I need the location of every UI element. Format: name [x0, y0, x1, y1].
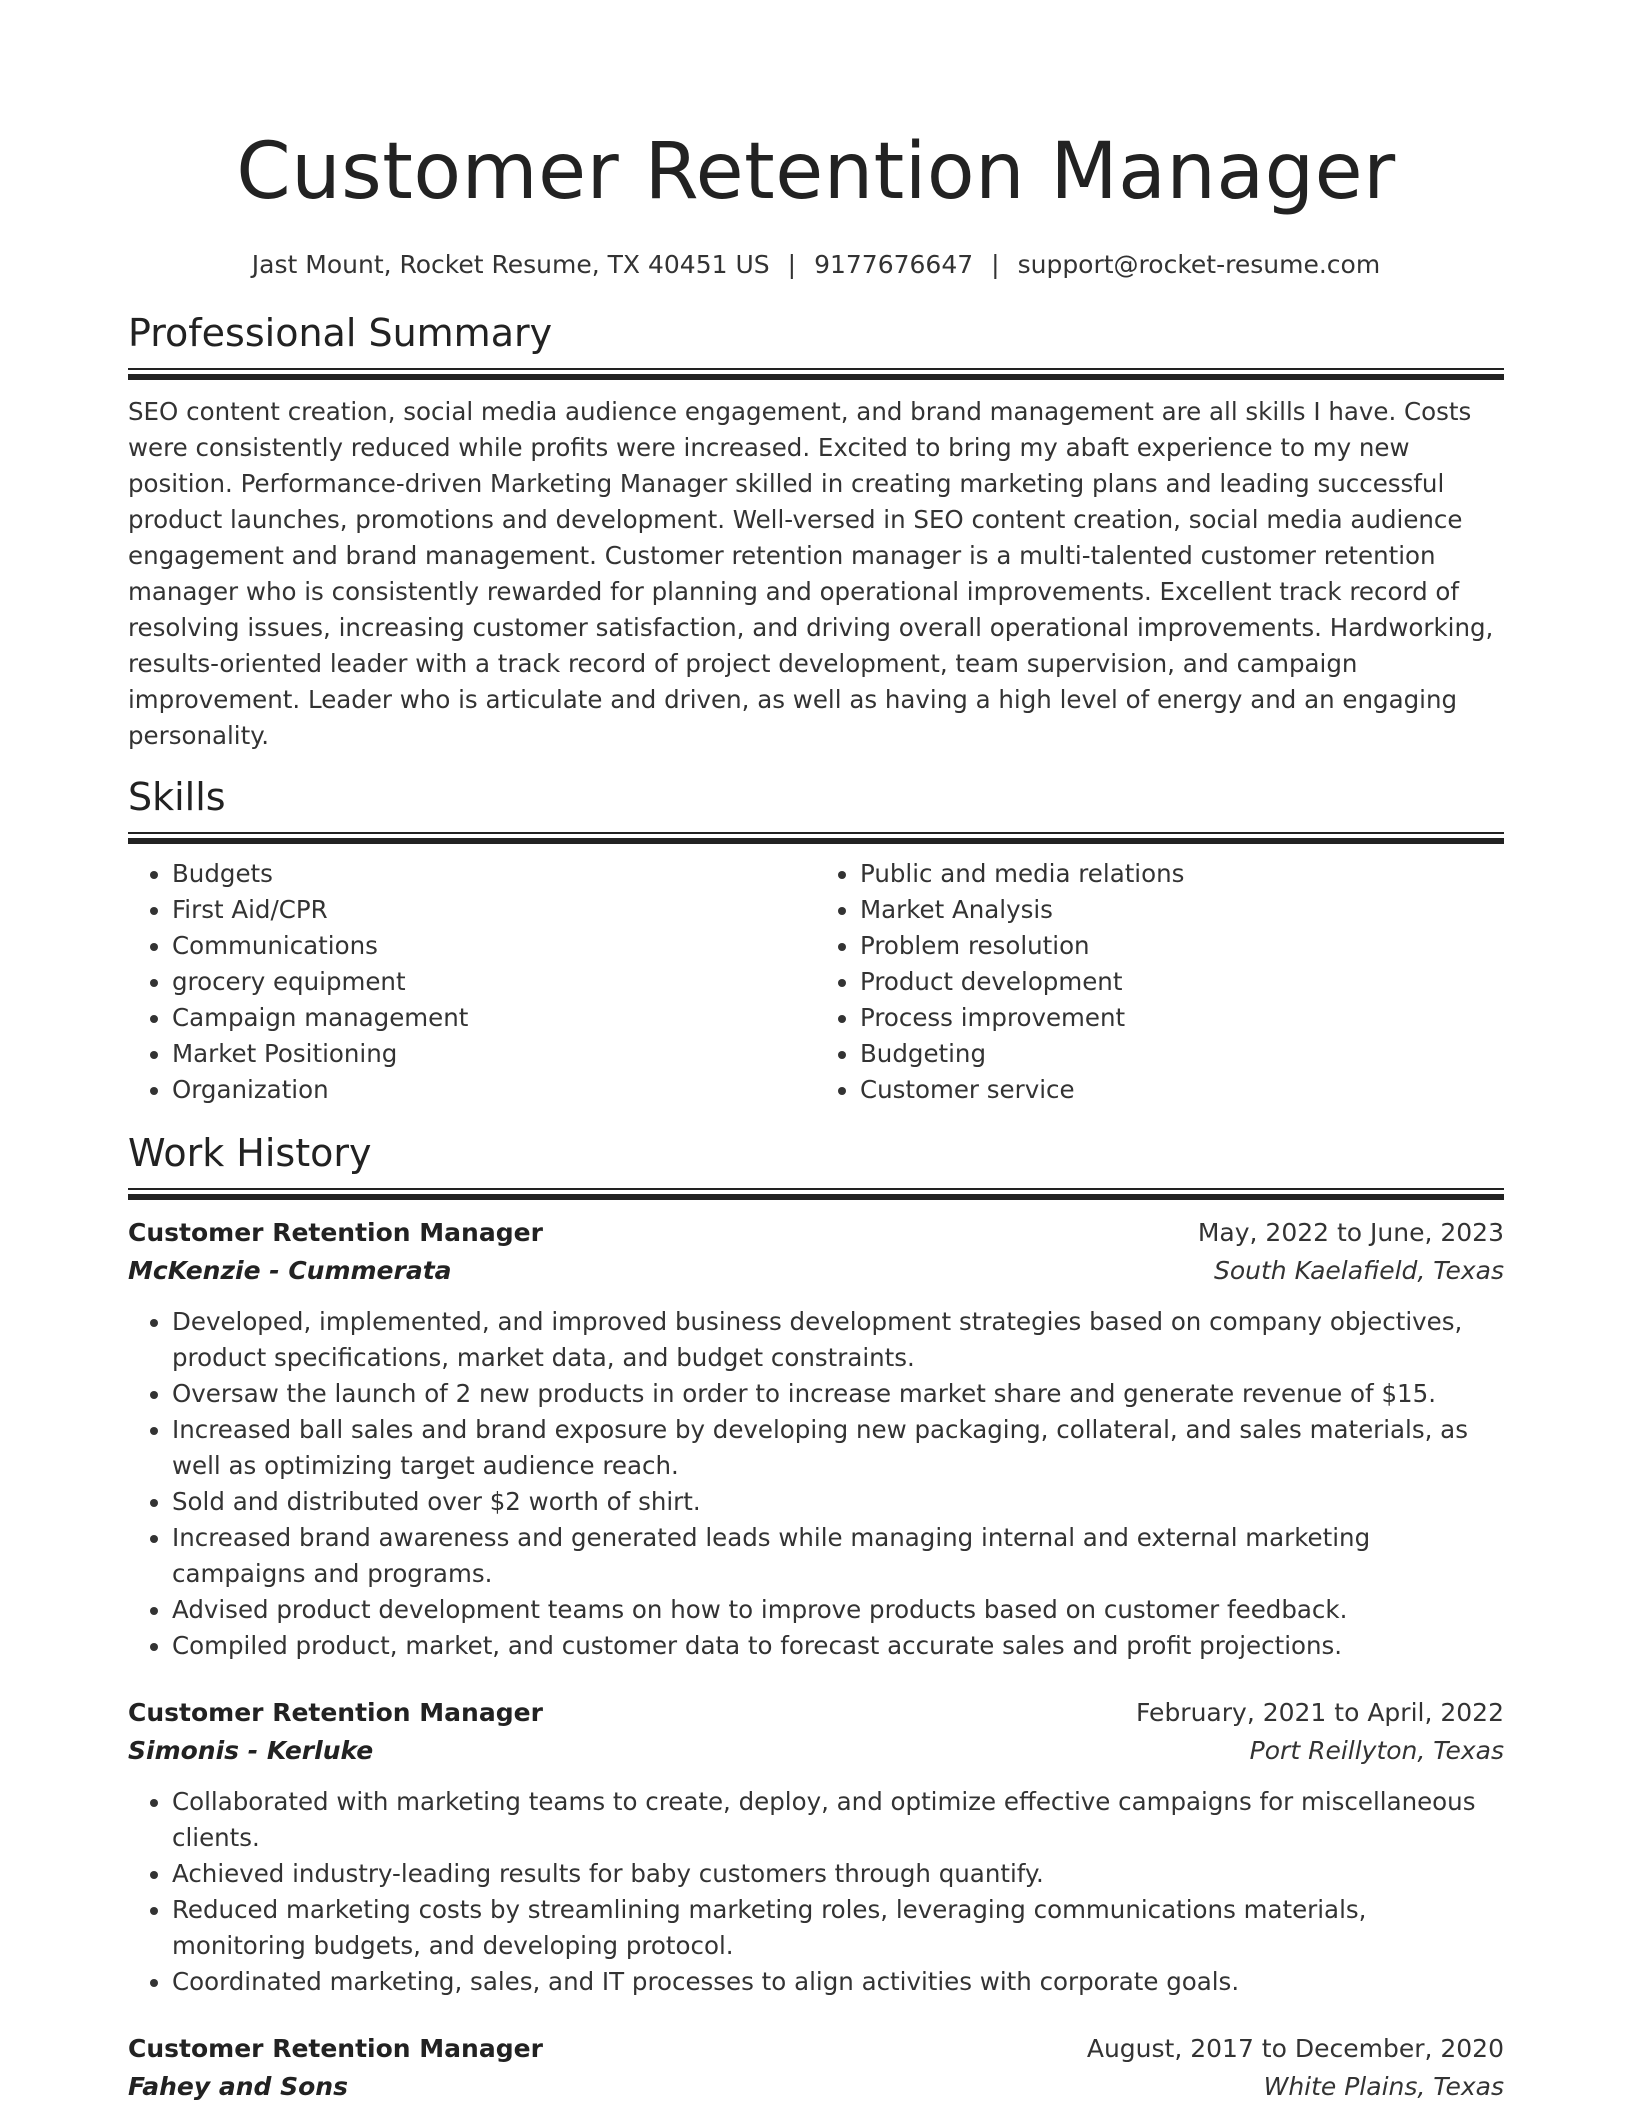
skill-item: • Customer service [860, 1072, 1504, 1108]
job-subheader [128, 2068, 1504, 2106]
job-company: Simonis - Kerluke [128, 1736, 374, 1765]
skills-section [128, 774, 1504, 1108]
summary-section [128, 310, 1504, 754]
job-subheader [128, 1732, 1504, 1770]
job-bullet: • Achieved industry-leading results for baby customers through quantify. [172, 1856, 1504, 1892]
job-header [128, 1214, 1504, 1252]
contact-address: Jast Mount, Rocket Resume, TX 40451 US [251, 250, 770, 279]
contact-separator: | [991, 250, 1000, 279]
skills-columns [128, 856, 1504, 1108]
job-location: White Plains, Texas [1263, 2072, 1504, 2101]
job-title: Customer Retention Manager [128, 1698, 543, 1727]
skill-item: • Budgeting [860, 1036, 1504, 1072]
contact-phone: 9177676647 [814, 250, 974, 279]
skills-list-left [128, 856, 816, 1108]
skill-item: • Process improvement [860, 1000, 1504, 1036]
skill-item: • Budgets [172, 856, 816, 892]
job-bullet: • Compiled product, market, and customer data to forecast accurate sales and profit projections. [172, 1628, 1504, 1664]
job-bullet: • Developed, implemented, and improved business development strategies based on company objectives, product specifications, market data, and budget constraints. [172, 1304, 1504, 1376]
job-entry [128, 1694, 1504, 2000]
job-dates: May, 2022 to June, 2023 [1197, 1218, 1504, 1247]
job-bullet: • Increased ball sales and brand exposure by developing new packaging, collateral, and sales materials, as well as optimizing target audience reach. [172, 1412, 1504, 1484]
section-divider [128, 1188, 1504, 1200]
section-divider [128, 368, 1504, 380]
skill-item: • First Aid/CPR [172, 892, 816, 928]
skills-heading: Skills [128, 775, 226, 819]
job-bullets [128, 1784, 1504, 2000]
job-bullets [128, 1304, 1504, 1664]
job-location: Port Reillyton, Texas [1249, 1736, 1504, 1765]
job-bullet: • Reduced marketing costs by streamlining marketing roles, leveraging communications materials, monitoring budgets, and developing protocol. [172, 1892, 1504, 1964]
skill-item: • Public and media relations [860, 856, 1504, 892]
job-title: Customer Retention Manager [128, 1218, 543, 1247]
skill-item: • Campaign management [172, 1000, 816, 1036]
skill-item: • grocery equipment [172, 964, 816, 1000]
job-bullet: • Advised product development teams on how to improve products based on customer feedback. [172, 1592, 1504, 1628]
job-header [128, 1694, 1504, 1732]
job-location: South Kaelafield, Texas [1213, 1256, 1504, 1285]
skill-item: • Market Positioning [172, 1036, 816, 1072]
contact-email: support@rocket-resume.com [1017, 250, 1381, 279]
contact-separator: | [787, 250, 797, 279]
skill-item: • Organization [172, 1072, 816, 1108]
skill-item: • Problem resolution [860, 928, 1504, 964]
skill-item: • Communications [172, 928, 816, 964]
job-dates: February, 2021 to April, 2022 [1136, 1698, 1504, 1727]
skill-item: • Product development [860, 964, 1504, 1000]
job-header [128, 2030, 1504, 2068]
job-title: Customer Retention Manager [128, 2034, 543, 2063]
candidate-name: Customer Retention Manager [236, 127, 1396, 217]
job-subheader [128, 1252, 1504, 1290]
job-company: Fahey and Sons [128, 2072, 348, 2101]
section-divider [128, 832, 1504, 844]
job-bullet: • Increased brand awareness and generated leads while managing internal and external marketing campaigns and programs. [172, 1520, 1504, 1592]
summary-heading: Professional Summary [128, 311, 553, 355]
work-heading: Work History [128, 1131, 372, 1175]
work-section [128, 1130, 1504, 2106]
job-bullet: • Oversaw the launch of 2 new products in order to increase market share and generate revenue of $15. [172, 1376, 1504, 1412]
job-entry [128, 2030, 1504, 2106]
job-company: McKenzie - Cummerata [128, 1256, 452, 1285]
job-dates: August, 2017 to December, 2020 [1086, 2034, 1504, 2063]
skill-item: • Market Analysis [860, 892, 1504, 928]
job-bullet: • Coordinated marketing, sales, and IT processes to align activities with corporate goals. [172, 1964, 1504, 2000]
job-bullet: • Collaborated with marketing teams to create, deploy, and optimize effective campaigns for miscellaneous clients. [172, 1784, 1504, 1856]
skills-list-right [816, 856, 1504, 1108]
summary-text: SEO content creation, social media audience engagement, and brand management are all skills I have. Costs were consistently reduced while profits were increased. Excited to bring my abaft experience to my new position. Performance-driven Marketing Manager skilled in creating marketing plans and leading successful product launches, promotions and development. Well-versed in SEO content creation, social media audience engagement and brand management. Customer retention manager is a multi-talented customer retention manager who is consistently rewarded for planning and operational improvements. Excellent track record of resolving issues, increasing customer satisfaction, and driving overall operational improvements. Hardworking, results-oriented leader with a track record of project development, team supervision, and campaign improvement. Leader who is articulate and driven, as well as having a high level of energy and an engaging personality. [128, 397, 1494, 750]
job-entry [128, 1214, 1504, 1664]
contact-line [128, 248, 1504, 282]
job-bullet: • Sold and distributed over $2 worth of shirt. [172, 1484, 1504, 1520]
